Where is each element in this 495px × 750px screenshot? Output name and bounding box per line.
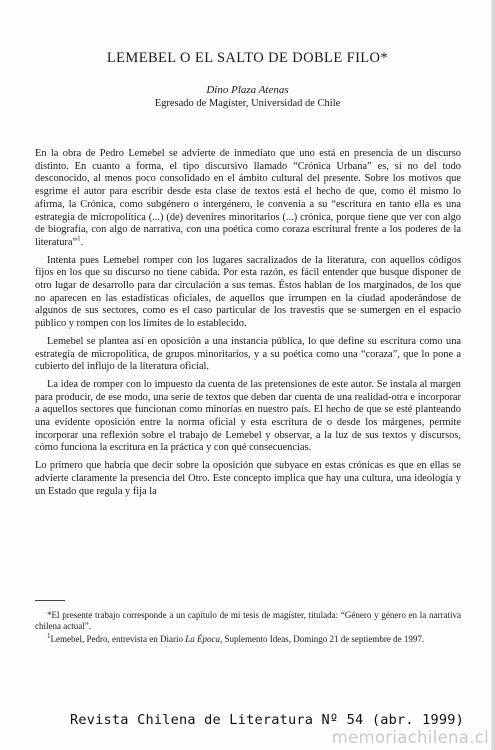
footnote-2-newspaper: La Época [185, 634, 220, 645]
footnote-ref-1[interactable]: 1 [77, 234, 81, 243]
footnote-1: *El presente trabajo corresponde a un capítulo de mi tesis de magíster, titulada: “Género y género en la narrativa chilena actual”. [35, 610, 461, 632]
footnote-2 [35, 634, 461, 645]
article-author: Dino Plaza Atenas [206, 84, 289, 96]
paragraph-4: La idea de romper con lo impuesto da cuenta de las pretensiones de este autor. Se instala al margen para producir, de ese modo, una serie de textos que deben dar cuenta de una realidad-otra e incorporar a aquellos sectores que funcionan como minorías en nuestro país. El hecho de que se esté planteando una evidente oposición entre la norma oficial y esta escritura de o desde los márgenes, permite incorporar una reflexión sobre el trabajo de Lemebel y observar, a la luz de sus textos y discursos, cómo funciona la escritura en la práctica y con qué consecuencias. [35, 378, 461, 454]
paragraph-2: Intenta pues Lemebel romper con los lugares sacralizados de la literatura, con aquellos códigos fijos en los que su discurso no tiene cabida. Por esta razón, es fácil entender que busque disponer de otro lugar de desarrollo para dar circulación a sus temas. Éstos hablan de los marginados, de los que no aparecen en las estadísticas oficiales, de aquellos que irrumpen en la ciudad apoderándose de algunos de sus sectores, como es el caso particular de los travestis que se sumergen en el espacio público y rompen con los límites de lo establecido. [35, 254, 461, 330]
paragraph-1 [35, 148, 461, 250]
article-title: LEMEBEL O EL SALTO DE DOBLE FILO* [106, 50, 389, 66]
article-body [35, 148, 461, 503]
footnote-2-text-start: Lemebel, Pedro, entrevista en Diario [50, 634, 186, 645]
journal-footer: Revista Chilena de Literatura Nº 54 (abr. 1999) [70, 712, 465, 728]
paragraph-5: Lo primero que habría que decir sobre la oposición que subyace en estas crónicas es que en ellas se advierte claramente la presencia del Otro. Este concepto implica que hay una cultura, una ideología y un Estado que regula y fija la [35, 460, 461, 497]
footnotes [35, 610, 461, 648]
site-watermark: memoriachilena.cl [331, 728, 489, 747]
page-edge-shadow [491, 0, 495, 750]
footnote-rule [35, 600, 65, 601]
footnote-2-marker: 1 [47, 632, 51, 641]
paragraph-3: Lemebel se plantea así en oposición a una instancia pública, lo que define su escritura como una estrategia de micropolítica, de grupos minoritarios, y a su poética como una “coraza”, que lo pone a cubierto del influjo de la literatura oficial. [35, 335, 461, 373]
footnote-2-text-end: , Suplemento Ideas, Domingo 21 de septiembre de 1997. [219, 634, 425, 645]
author-affiliation: Egresado de Magíster, Universidad de Chile [154, 98, 341, 109]
paragraph-text: En la obra de Pedro Lemebel se advierte de inmediato que uno está en presencia de un discurso distinto. En cuanto a forma, el tipo discursivo llamado “Crónica Urbana” es, si no del todo desconocido, al menos poco consolidado en el ámbito cultural del presente. Sobre los motivos que esgrime el autor para escribir desde esta clase de textos está el hecho de que, como él mismo lo afirma, la Crónica, como subgénero o intergénero, le convenía a su “escritura en tanto ella es una estrategia de micropolítica (...) (de) devenires minoritarios (...) crónica, porque tiene que ver con algo de biografía, con algo de narrativa, con una poética como coraza escritural frente a los poderes de la literatura” [35, 148, 461, 248]
paragraph-tail: . [80, 236, 84, 248]
